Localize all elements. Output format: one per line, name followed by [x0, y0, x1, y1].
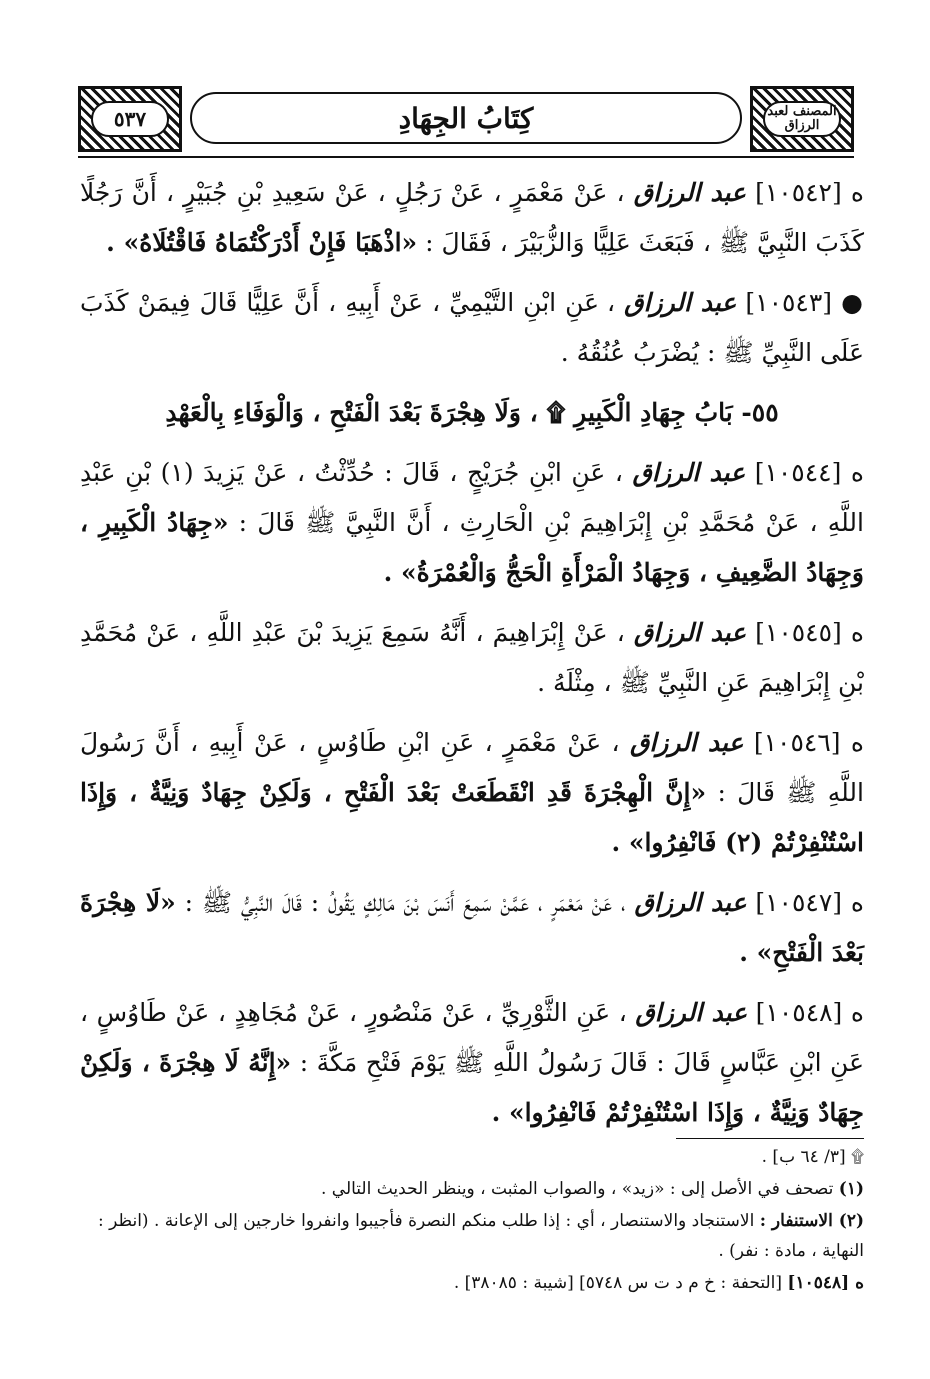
hadith-number: [١٠٥٤٤] [754, 458, 842, 487]
hadith-quote: «إِنَّهُ لَا هِجْرَةَ ، وَلَكِنْ جِهَادٌ وَنِيَّةٌ ، وَإِذَا اسْتُنْفِرْتُمْ فَانْفِرُوا» . [80, 1048, 864, 1127]
header-rule [78, 156, 854, 158]
footnote-text: [التحفة : خ م د ت س ٥٧٤٨] [شيبة : ٣٨٠٨٥] . [453, 1273, 783, 1293]
footnote [80, 1174, 864, 1204]
hadith-author: عبد الرزاق [633, 618, 747, 647]
hadith-text: ، عَنِ ابْنِ التَّيْمِيِّ ، عَنْ أَبِيهِ ، أَنَّ عَلِيًّا قَالَ فِيمَنْ كَذَبَ عَلَى النَّبِيِّ ﷺ : يُضْرَبُ عُنُقُهُ . [80, 288, 864, 367]
publisher-emblem: المصنف لعبد الرزاق [763, 101, 841, 137]
hadith-entry [80, 988, 864, 1138]
publisher-emblem-ornament [750, 86, 854, 152]
entry-marker: ه [850, 728, 864, 757]
footnote-label: (٢) الاستنفار : [759, 1211, 864, 1231]
hadith-text: ، عَنْ مَعْمَرٍ ، عَنِ ابْنِ طَاوُسٍ ، عَنْ أَبِيهِ ، أَنَّ رَسُولَ اللَّهِ ﷺ قَالَ : [80, 728, 864, 807]
hadith-text: ، عَنْ مَعْمَرٍ ، عَنْ رَجُلٍ ، عَنْ سَعِيدِ بْنِ جُبَيْرٍ ، أَنَّ رَجُلًا كَذَبَ النَّبِيَّ ﷺ ، فَبَعَثَ عَلِيًّا وَالزُّبَيْرَ ، فَقَالَ : [80, 178, 864, 257]
footnote-text: تصحف في الأصل إلى : «زيد» ، والصواب المثبت ، وينظر الحديث التالي . [320, 1179, 834, 1199]
hadith-quote: «اذْهَبَا فَإِنْ أَدْرَكْتُمَاهُ فَاقْتُلَاهُ» . [106, 228, 418, 257]
hadith-entry [80, 448, 864, 598]
entry-marker: ه [850, 178, 864, 207]
hadith-entry [80, 168, 864, 268]
hadith-entry [80, 278, 864, 378]
footnote-label: ه [١٠٥٤٨] [787, 1273, 864, 1293]
hadith-entry [80, 608, 864, 708]
hadith-entry [80, 878, 864, 978]
footnotes [80, 1142, 864, 1300]
hadith-number: [١٠٥٤٢] [755, 178, 842, 207]
hadith-text: ، عَنْ مَعْمَرٍ ، عَمَّنْ سَمِعَ أَنَسَ بْنَ مَالِكٍ يَقُولُ : قَالَ النَّبِيُّ ﷺ : [184, 888, 626, 917]
entry-marker: ه [850, 458, 865, 487]
footnote [80, 1206, 864, 1266]
footnote [80, 1142, 864, 1172]
book-title: كِتَابُ الجِهَادِ [398, 101, 534, 135]
hadith-quote: «لَا هِجْرَةَ بَعْدَ الْفَتْحِ» . [80, 888, 864, 967]
footnote-text: ۩ [٣/ ٦٤ ب] . [761, 1147, 864, 1167]
hadith-author: عبد الرزاق [632, 458, 746, 487]
page-header [78, 86, 854, 152]
hadith-author: عبد الرزاق [624, 288, 737, 317]
footnote-label: (١) [838, 1179, 864, 1199]
entry-marker: ه [850, 618, 864, 647]
footnote-text: الاستنجاد والاستنصار ، أي : إذا طلب منكم النصرة فأجيبوا وانفروا خارجين إلى الإعانة . (انظر : النهاية ، مادة : نفر) . [98, 1211, 864, 1261]
hadith-text: ، عَنْ إِبْرَاهِيمَ ، أَنَّهُ سَمِعَ يَزِيدَ بْنَ عَبْدِ اللَّهِ ، عَنْ مُحَمَّدِ بْنِ إِبْرَاهِيمَ عَنِ النَّبِيِّ ﷺ ، مِثْلَهُ . [80, 618, 864, 697]
hadith-number: [١٠٥٤٧] [755, 888, 843, 917]
hadith-number: [١٠٥٤٨] [755, 998, 843, 1027]
chapter-heading: ٥٥- بَابُ جِهَادِ الْكَبِيرِ ۩ ، وَلَا هِجْرَةَ بَعْدَ الْفَتْحِ ، وَالْوَفَاءِ بِالْعَهْدِ [165, 398, 779, 427]
footnote [80, 1268, 864, 1298]
hadith-number: [١٠٥٤٥] [755, 618, 842, 647]
page-number-ornament [78, 86, 182, 152]
hadith-number: [١٠٥٤٦] [753, 728, 841, 757]
hadith-author: عبد الرزاق [634, 888, 747, 917]
hadith-text: ، عَنِ ابْنِ جُرَيْجٍ ، قَالَ : حُدِّثْتُ ، عَنْ يَزِيدَ (١) بْنِ عَبْدِ اللَّهِ ، عَنْ مُحَمَّدِ بْنِ إِبْرَاهِيمَ بْنِ الْحَارِثِ ، أَنَّ النَّبِيَّ ﷺ قَالَ : [80, 458, 864, 537]
hadith-number: [١٠٥٤٣] [745, 288, 833, 317]
hadith-text: ، عَنِ الثَّوْرِيِّ ، عَنْ مَنْصُورٍ ، عَنْ مُجَاهِدٍ ، عَنْ طَاوُسٍ ، عَنِ ابْنِ عَبَّاسٍ قَالَ : قَالَ رَسُولُ اللَّهِ ﷺ يَوْمَ فَتْحِ مَكَّةَ : [80, 998, 864, 1077]
footnote-separator [676, 1138, 864, 1139]
entry-marker: ه [850, 998, 864, 1027]
header-title-cartouche [190, 92, 742, 144]
hadith-quote: «جِهَادُ الْكَبِيرِ ، وَجِهَادُ الضَّعِيفِ ، وَجِهَادُ الْمَرْأَةِ الْحَجُّ وَالْعُمْرَةُ» . [80, 508, 864, 587]
hadith-author: عبد الرزاق [629, 728, 744, 757]
hadith-author: عبد الرزاق [635, 998, 748, 1027]
entry-marker: ه [850, 888, 864, 917]
hadith-quote: «إِنَّ الْهِجْرَةَ قَدِ انْقَطَعَتْ بَعْدَ الْفَتْحِ ، وَلَكِنْ جِهَادٌ وَنِيَّةٌ ، وَإِذَا اسْتُنْفِرْتُمْ (٢) فَانْفِرُوا» . [80, 778, 864, 857]
hadith-entry [80, 718, 864, 868]
main-text [80, 168, 864, 1148]
entry-marker: ● [841, 288, 864, 317]
hadith-author: عبد الرزاق [633, 178, 746, 207]
page-number: ٥٣٧ [91, 101, 169, 137]
